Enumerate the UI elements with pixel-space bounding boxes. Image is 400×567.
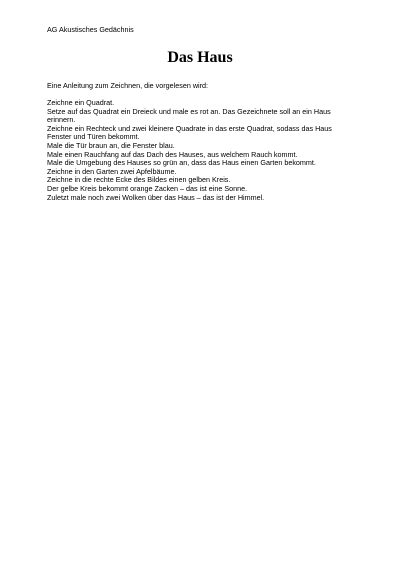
header-note: AG Akustisches Gedächnis: [47, 25, 134, 34]
instruction-line: Setze auf das Quadrat ein Dreieck und male es rot an. Das Gezeichnete soll an ein Haus: [47, 106, 331, 116]
instruction-line: Fenster und Türen bekommt.: [47, 132, 140, 142]
instruction-line: Male die Tür braun an, die Fenster blau.: [47, 140, 175, 150]
instruction-line: Zuletzt male noch zwei Wolken über das Haus – das ist der Himmel.: [47, 192, 265, 202]
document-title: Das Haus: [167, 49, 233, 66]
instruction-line: Male einen Rauchfang auf das Dach des Hauses, aus welchem Rauch kommt.: [47, 149, 298, 159]
instruction-line: Zeichne in den Garten zwei Apfelbäume.: [47, 166, 177, 176]
instruction-line: Der gelbe Kreis bekommt orange Zacken – das ist eine Sonne.: [47, 183, 248, 193]
instruction-line: Zeichne ein Quadrat.: [47, 98, 115, 107]
instruction-list: [47, 99, 357, 202]
instruction-line: Zeichne in die rechte Ecke des Bildes einen gelben Kreis.: [47, 175, 231, 185]
instruction-line: Zeichne ein Rechteck und zwei kleinere Quadrate in das erste Quadrat, sodass das Haus: [47, 123, 332, 133]
instruction-line: Male die Umgebung des Hauses so grün an, dass das Haus einen Garten bekommt.: [47, 158, 316, 168]
intro-text: Eine Anleitung zum Zeichnen, die vorgelesen wird:: [47, 81, 209, 90]
instruction-line: erinnern.: [47, 115, 76, 125]
